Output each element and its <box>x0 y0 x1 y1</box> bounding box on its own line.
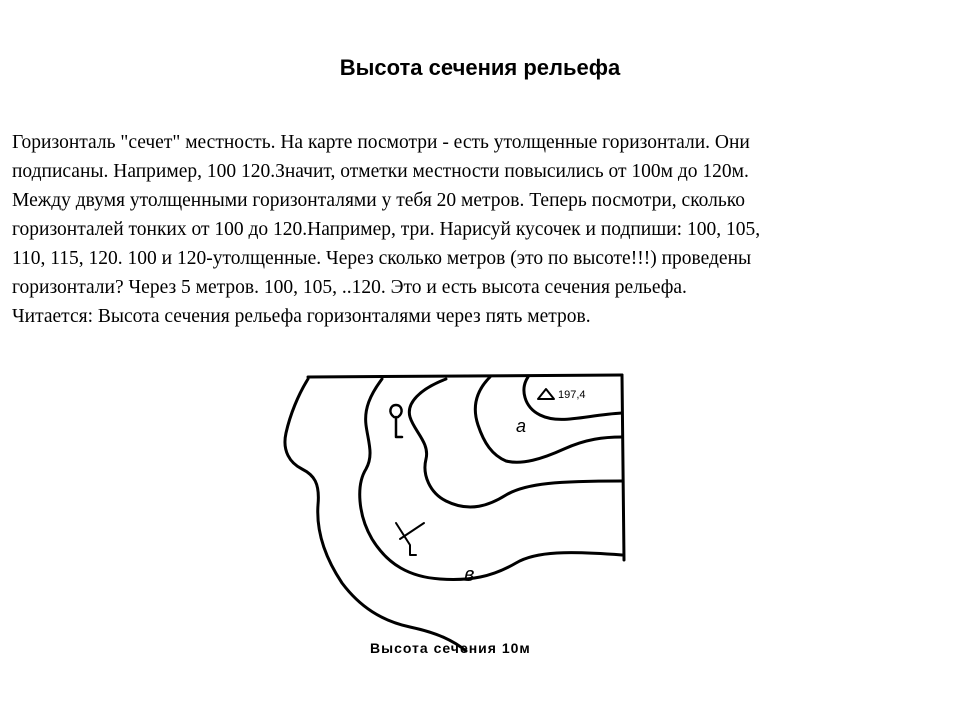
elevation-label: 197,4 <box>558 389 586 401</box>
contour-line-1 <box>285 379 466 651</box>
paragraph-line: горизонталей тонких от 100 до 120.Например, три. Нарисуй кусочек и подпиши: 100, 105, <box>12 219 761 240</box>
contour-label-b: в <box>464 564 475 586</box>
page-title: Высота сечения рельефа <box>339 55 621 80</box>
contour-line-3 <box>409 379 622 507</box>
contour-map-drawing <box>270 355 640 680</box>
elevation-triangle <box>538 389 554 399</box>
contour-line-4 <box>475 377 622 462</box>
paragraph-line: подписаны. Например, 100 120.Значит, отметки местности повысились от 100м до 120м. <box>12 161 749 182</box>
map-top-border <box>308 375 622 377</box>
contour-map-figure <box>270 355 640 680</box>
windmill-symbol <box>396 523 424 555</box>
contour-line-2 <box>360 379 622 579</box>
contour-label-a: а <box>516 416 527 436</box>
paragraph-line: Горизонталь "сечет" местность. На карте посмотри - есть утолщенные горизонтали. Они <box>12 132 750 153</box>
figure-caption: Высота сечения 10м <box>370 640 531 656</box>
paragraph-line: Читается: Высота сечения рельефа горизонталями через пять метров. <box>12 306 591 327</box>
paragraph-line: горизонтали? Через 5 метров. 100, 105, ..120. Это и есть высота сечения рельефа. <box>12 277 687 298</box>
tree-symbol <box>390 405 402 437</box>
explanation-paragraph <box>12 128 957 331</box>
map-right-border <box>622 375 624 560</box>
paragraph-line: 110, 115, 120. 100 и 120-утолщенные. Через сколько метров (это по высоте!!!) проведены <box>12 248 752 269</box>
paragraph-line: Между двумя утолщенными горизонталями у тебя 20 метров. Теперь посмотри, сколько <box>12 190 746 211</box>
